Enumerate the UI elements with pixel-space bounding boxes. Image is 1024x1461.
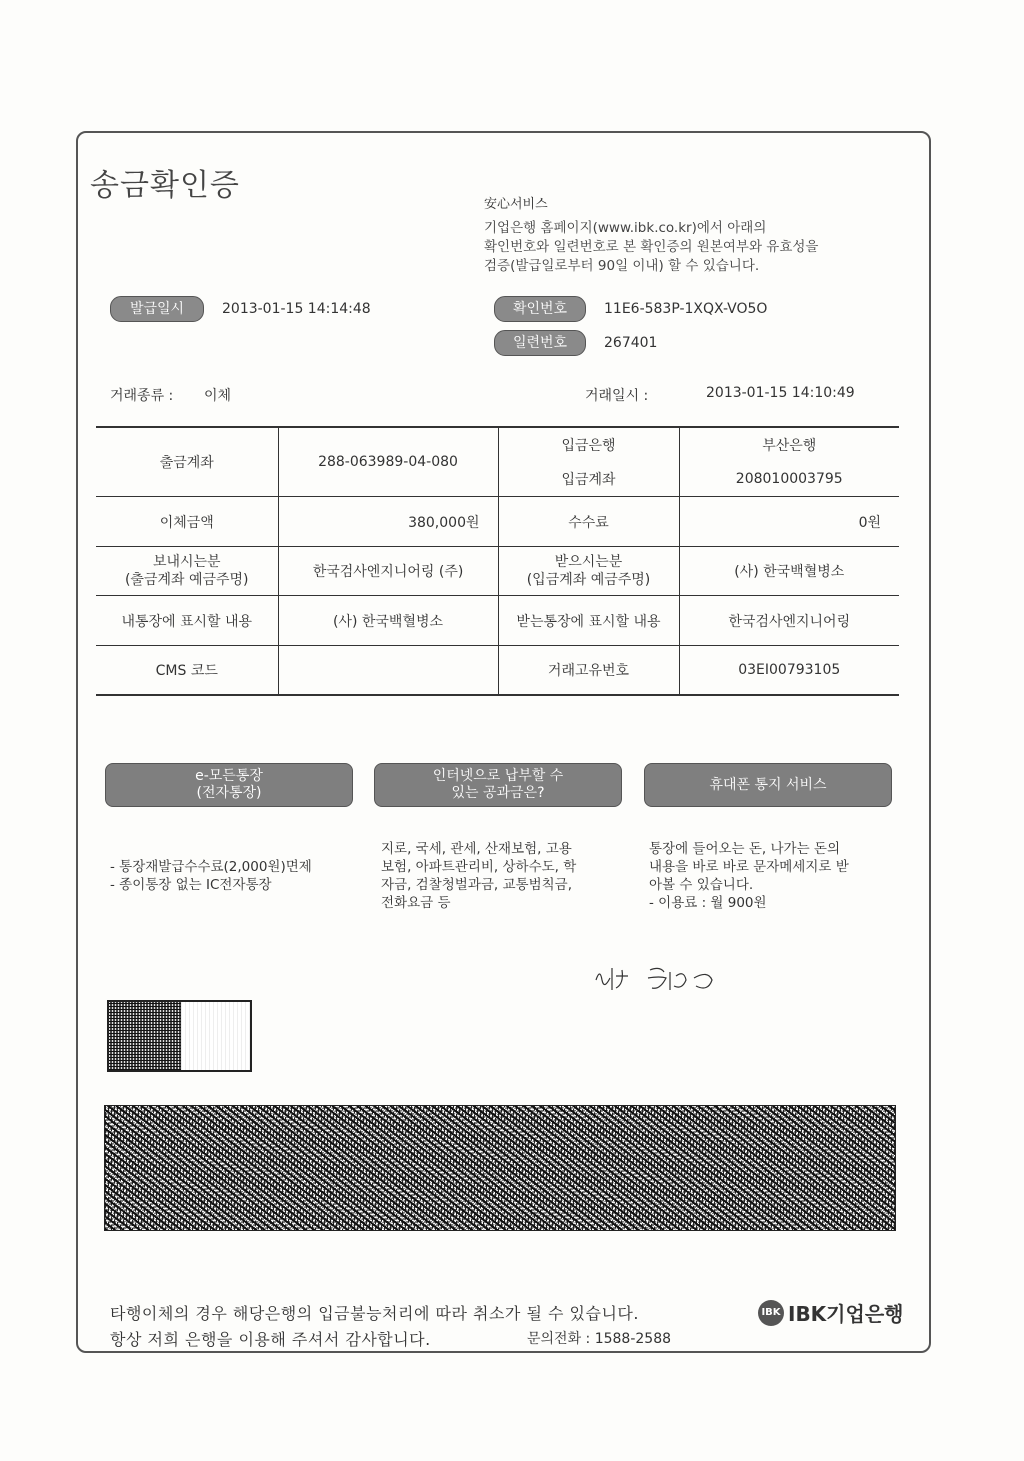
promo-text-line: - 종이통장 없는 IC전자통장: [110, 877, 272, 893]
confirm-number-value: 11E6-583P-1XQX-VO5O: [604, 301, 768, 317]
table-cell-label: 이체금액: [96, 497, 278, 547]
table-cell-value: [278, 646, 498, 696]
promo-text-line: 지로, 국세, 관세, 산재보험, 고용: [381, 841, 572, 857]
promo-text-line: - 통장재발급수수료(2,000원)면제: [110, 859, 312, 875]
footer-thanks: 항상 저희 은행을 이용해 주셔서 감사합니다.: [110, 1330, 431, 1349]
table-cell-value: 208010003795: [679, 462, 899, 497]
promo-utility-payment-button[interactable]: [374, 763, 622, 807]
promo-title-line: 인터넷으로 납부할 수: [432, 768, 564, 784]
confirm-number-label: 확인번호: [494, 296, 586, 322]
footer-notice: 타행이체의 경우 해당은행의 입금불능처리에 따라 취소가 될 수 있습니다.: [110, 1304, 639, 1323]
promo-text-line: 아볼 수 있습니다.: [649, 877, 754, 893]
handwritten-signature: [590, 958, 730, 998]
transaction-date-value: 2013-01-15 14:10:49: [706, 385, 855, 401]
promo-title-line: e-모든통장: [195, 768, 263, 784]
footer-phone: 문의전화 : 1588-2588: [527, 1331, 672, 1347]
table-cell-value: 03EI00793105: [679, 646, 899, 696]
service-description: [484, 219, 904, 276]
table-row: [96, 547, 899, 596]
table-cell-label: 내통장에 표시할 내용: [96, 596, 278, 646]
promo-sms-service-button[interactable]: [644, 763, 892, 807]
service-title: 安心서비스: [484, 197, 548, 212]
ibk-logo: [758, 1298, 903, 1327]
table-cell-value: 한국검사엔지니어링 (주): [278, 547, 498, 596]
table-row: [96, 427, 899, 462]
promo-text-line: 보험, 아파트관리비, 상하수도, 학: [381, 859, 577, 875]
table-cell-label: 받는통장에 표시할 내용: [498, 596, 679, 646]
table-cell-value: 한국검사엔지니어링: [679, 596, 899, 646]
table-cell-label: 거래고유번호: [498, 646, 679, 696]
2d-barcode: [104, 1105, 896, 1231]
ibk-logo-icon: IBK: [758, 1300, 784, 1326]
service-line: 검증(발급일로부터 90일 이내) 할 수 있습니다.: [484, 258, 760, 274]
promo-e-account-button[interactable]: [105, 763, 353, 807]
promo-text-line: 내용을 바로 바로 문자메세지로 받: [649, 859, 849, 875]
table-cell-label: [498, 547, 679, 596]
table-cell-value: (사) 한국백혈병소: [278, 596, 498, 646]
promo-sms-text: [649, 840, 849, 912]
table-cell-label: 출금계좌: [96, 427, 278, 497]
transaction-date-label: 거래일시 :: [585, 388, 649, 404]
promo-text-line: - 이용료 : 월 900원: [649, 895, 767, 911]
promo-title-line: (전자통장): [196, 785, 262, 801]
ibk-logo-text: IBK기업은행: [788, 1302, 904, 1326]
receiver-label-line: 받으시는분: [554, 554, 623, 570]
table-cell-value: (사) 한국백혈병소: [679, 547, 899, 596]
sender-label-line: 보내시는분: [152, 554, 221, 570]
table-cell-label: 입금계좌: [498, 462, 679, 497]
table-cell-label: 입금은행: [498, 427, 679, 462]
transaction-type-value: 이체: [204, 388, 232, 404]
table-cell-value: 380,000원: [278, 497, 498, 547]
serial-number-label: 일련번호: [494, 330, 586, 356]
table-cell-label: [96, 547, 278, 596]
qr-code-pattern: [109, 1002, 181, 1070]
issue-date-value: 2013-01-15 14:14:48: [222, 301, 371, 317]
table-cell-value: 288-063989-04-080: [278, 427, 498, 497]
promo-text-line: 통장에 들어오는 돈, 나가는 돈의: [649, 841, 840, 857]
transfer-table: [96, 426, 899, 696]
table-row: [96, 646, 899, 696]
qr-code: [107, 1000, 252, 1072]
serial-number-value: 267401: [604, 335, 658, 351]
document-title: 송금확인증: [90, 168, 240, 203]
table-cell-value: 부산은행: [679, 427, 899, 462]
promo-e-account-text: [110, 858, 312, 894]
transaction-type-label: 거래종류 :: [110, 388, 174, 404]
table-row: [96, 596, 899, 646]
promo-text-line: 자금, 검찰청벌과금, 교통범칙금,: [381, 877, 572, 893]
issue-date-label: 발급일시: [110, 296, 204, 322]
promo-text-line: 전화요금 등: [381, 895, 451, 911]
receiver-label-line: (입금계좌 예금주명): [526, 572, 651, 588]
table-cell-value: 0원: [679, 497, 899, 547]
table-cell-label: CMS 코드: [96, 646, 278, 696]
promo-title-line: 휴대폰 통지 서비스: [709, 776, 827, 793]
table-row: [96, 497, 899, 547]
service-line: 기업은행 홈페이지(www.ibk.co.kr)에서 아래의: [484, 220, 767, 236]
qr-code-blank: [181, 1002, 250, 1070]
promo-title-line: 있는 공과금은?: [451, 785, 545, 801]
service-line: 확인번호와 일련번호로 본 확인증의 원본여부와 유효성을: [484, 239, 819, 255]
table-cell-label: 수수료: [498, 497, 679, 547]
sender-label-line: (출금계좌 예금주명): [124, 572, 249, 588]
promo-utility-text: [381, 840, 576, 912]
